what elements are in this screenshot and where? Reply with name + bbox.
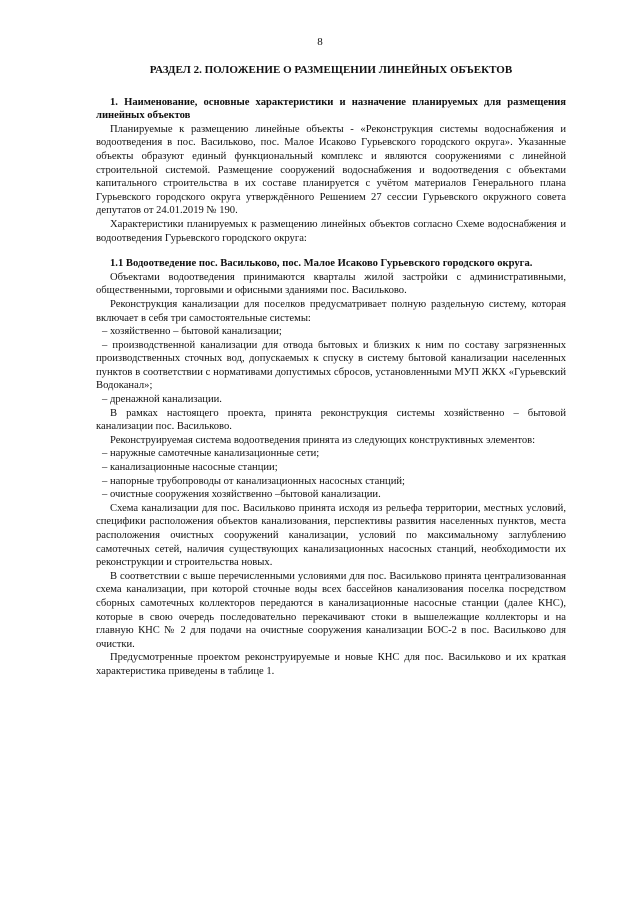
- paragraph: Планируемые к размещению линейные объекты - «Реконструкция системы водоснабжения и водоотведения в пос. Васильково, пос. Малое Исаково Гурьевского городского округа». Указанные объекты образуют единый функциональный комплекс и являются сооружениями с линейной строительной системой. Размещение сооружений водоснабжения и водоотведения с объектами капитального строительства в их составе планируется с учётом материалов Генерального плана Гурьевского городского округа утверждённого Решением 27 сессии Гурьевского окружного совета депутатов от 24.01.2019 № 190.: [96, 123, 566, 217]
- heading-1: 1. Наименование, основные характеристики и назначение планируемых для размещения линейных объектов: [96, 96, 566, 122]
- list-item: – дренажной канализации.: [102, 394, 222, 406]
- list-item: – хозяйственно – бытовой канализации;: [102, 326, 282, 338]
- list-item: – напорные трубопроводы от канализационных насосных станций;: [102, 475, 405, 487]
- paragraph: Предусмотренные проектом реконструируемые и новые КНС для пос. Васильково и их краткая характеристика приведены в таблице 1.: [96, 652, 566, 677]
- page-number: 8: [317, 36, 323, 48]
- heading-1-1: 1.1 Водоотведение пос. Васильково, пос. Малое Исаково Гурьевского городского округа.: [110, 258, 533, 270]
- list-item: – производственной канализации для отвода бытовых и близких к ним по составу загрязненных производственных сточных вод, допускаемых к спуску в систему бытовой канализации населенных пунктов в соответствии с нормативами допустимых сбросов, установленными МУП ЖКХ «Гурьевский Водоканал»;: [96, 339, 566, 392]
- list-item: – канализационные насосные станции;: [102, 462, 278, 474]
- paragraph: Характеристики планируемых к размещению линейных объектов согласно Схеме водоснабжения и водоотведения Гурьевского городского округа:: [96, 218, 566, 244]
- paragraph: Реконструируемая система водоотведения принята из следующих конструктивных элементов:: [110, 434, 536, 446]
- list-item: – наружные самотечные канализационные сети;: [102, 448, 320, 460]
- paragraph: Объектами водоотведения принимаются кварталы жилой застройки с административными, общественными, торговыми и офисными зданиями пос. Васильково.: [96, 271, 566, 297]
- paragraph: Схема канализации для пос. Васильково принята исходя из рельефа территории, местных условий, специфики расположения объектов канализования, перспективы развития населенных пунктов, места расположения очистных сооружений канализации, условий по максимальному заглублению самотечных сетей, наличия существующих канализационных насосных станций, необходимости их реконструкции и строительства новых.: [96, 502, 566, 569]
- list-item: – очистные сооружения хозяйственно –бытовой канализации.: [102, 489, 381, 501]
- section-title: РАЗДЕЛ 2. ПОЛОЖЕНИЕ О РАЗМЕЩЕНИИ ЛИНЕЙНЫХ ОБЪЕКТОВ: [149, 64, 513, 76]
- paragraph: В рамках настоящего проекта, принята реконструкция системы хозяйственно – бытовой канализации пос. Васильково.: [96, 407, 566, 433]
- page-content: [96, 64, 566, 679]
- paragraph: В соответствии с выше перечисленными условиями для пос. Васильково принята централизованная схема канализации, при которой сточные воды всех бассейнов канализования поселка посредством сборных самотечных коллекторов передаются в канализационные насосные станции (далее КНС), которые в свою очередь последовательно перекачивают стоки в вышележащие коллекторы и на главную КНС № 2 для подачи на очистные сооружения канализации БОС-2 в пос. Васильково для очистки.: [96, 570, 566, 650]
- paragraph: Реконструкция канализации для поселков предусматривает полную раздельную систему, которая включает в себя три самостоятельные системы:: [96, 298, 566, 324]
